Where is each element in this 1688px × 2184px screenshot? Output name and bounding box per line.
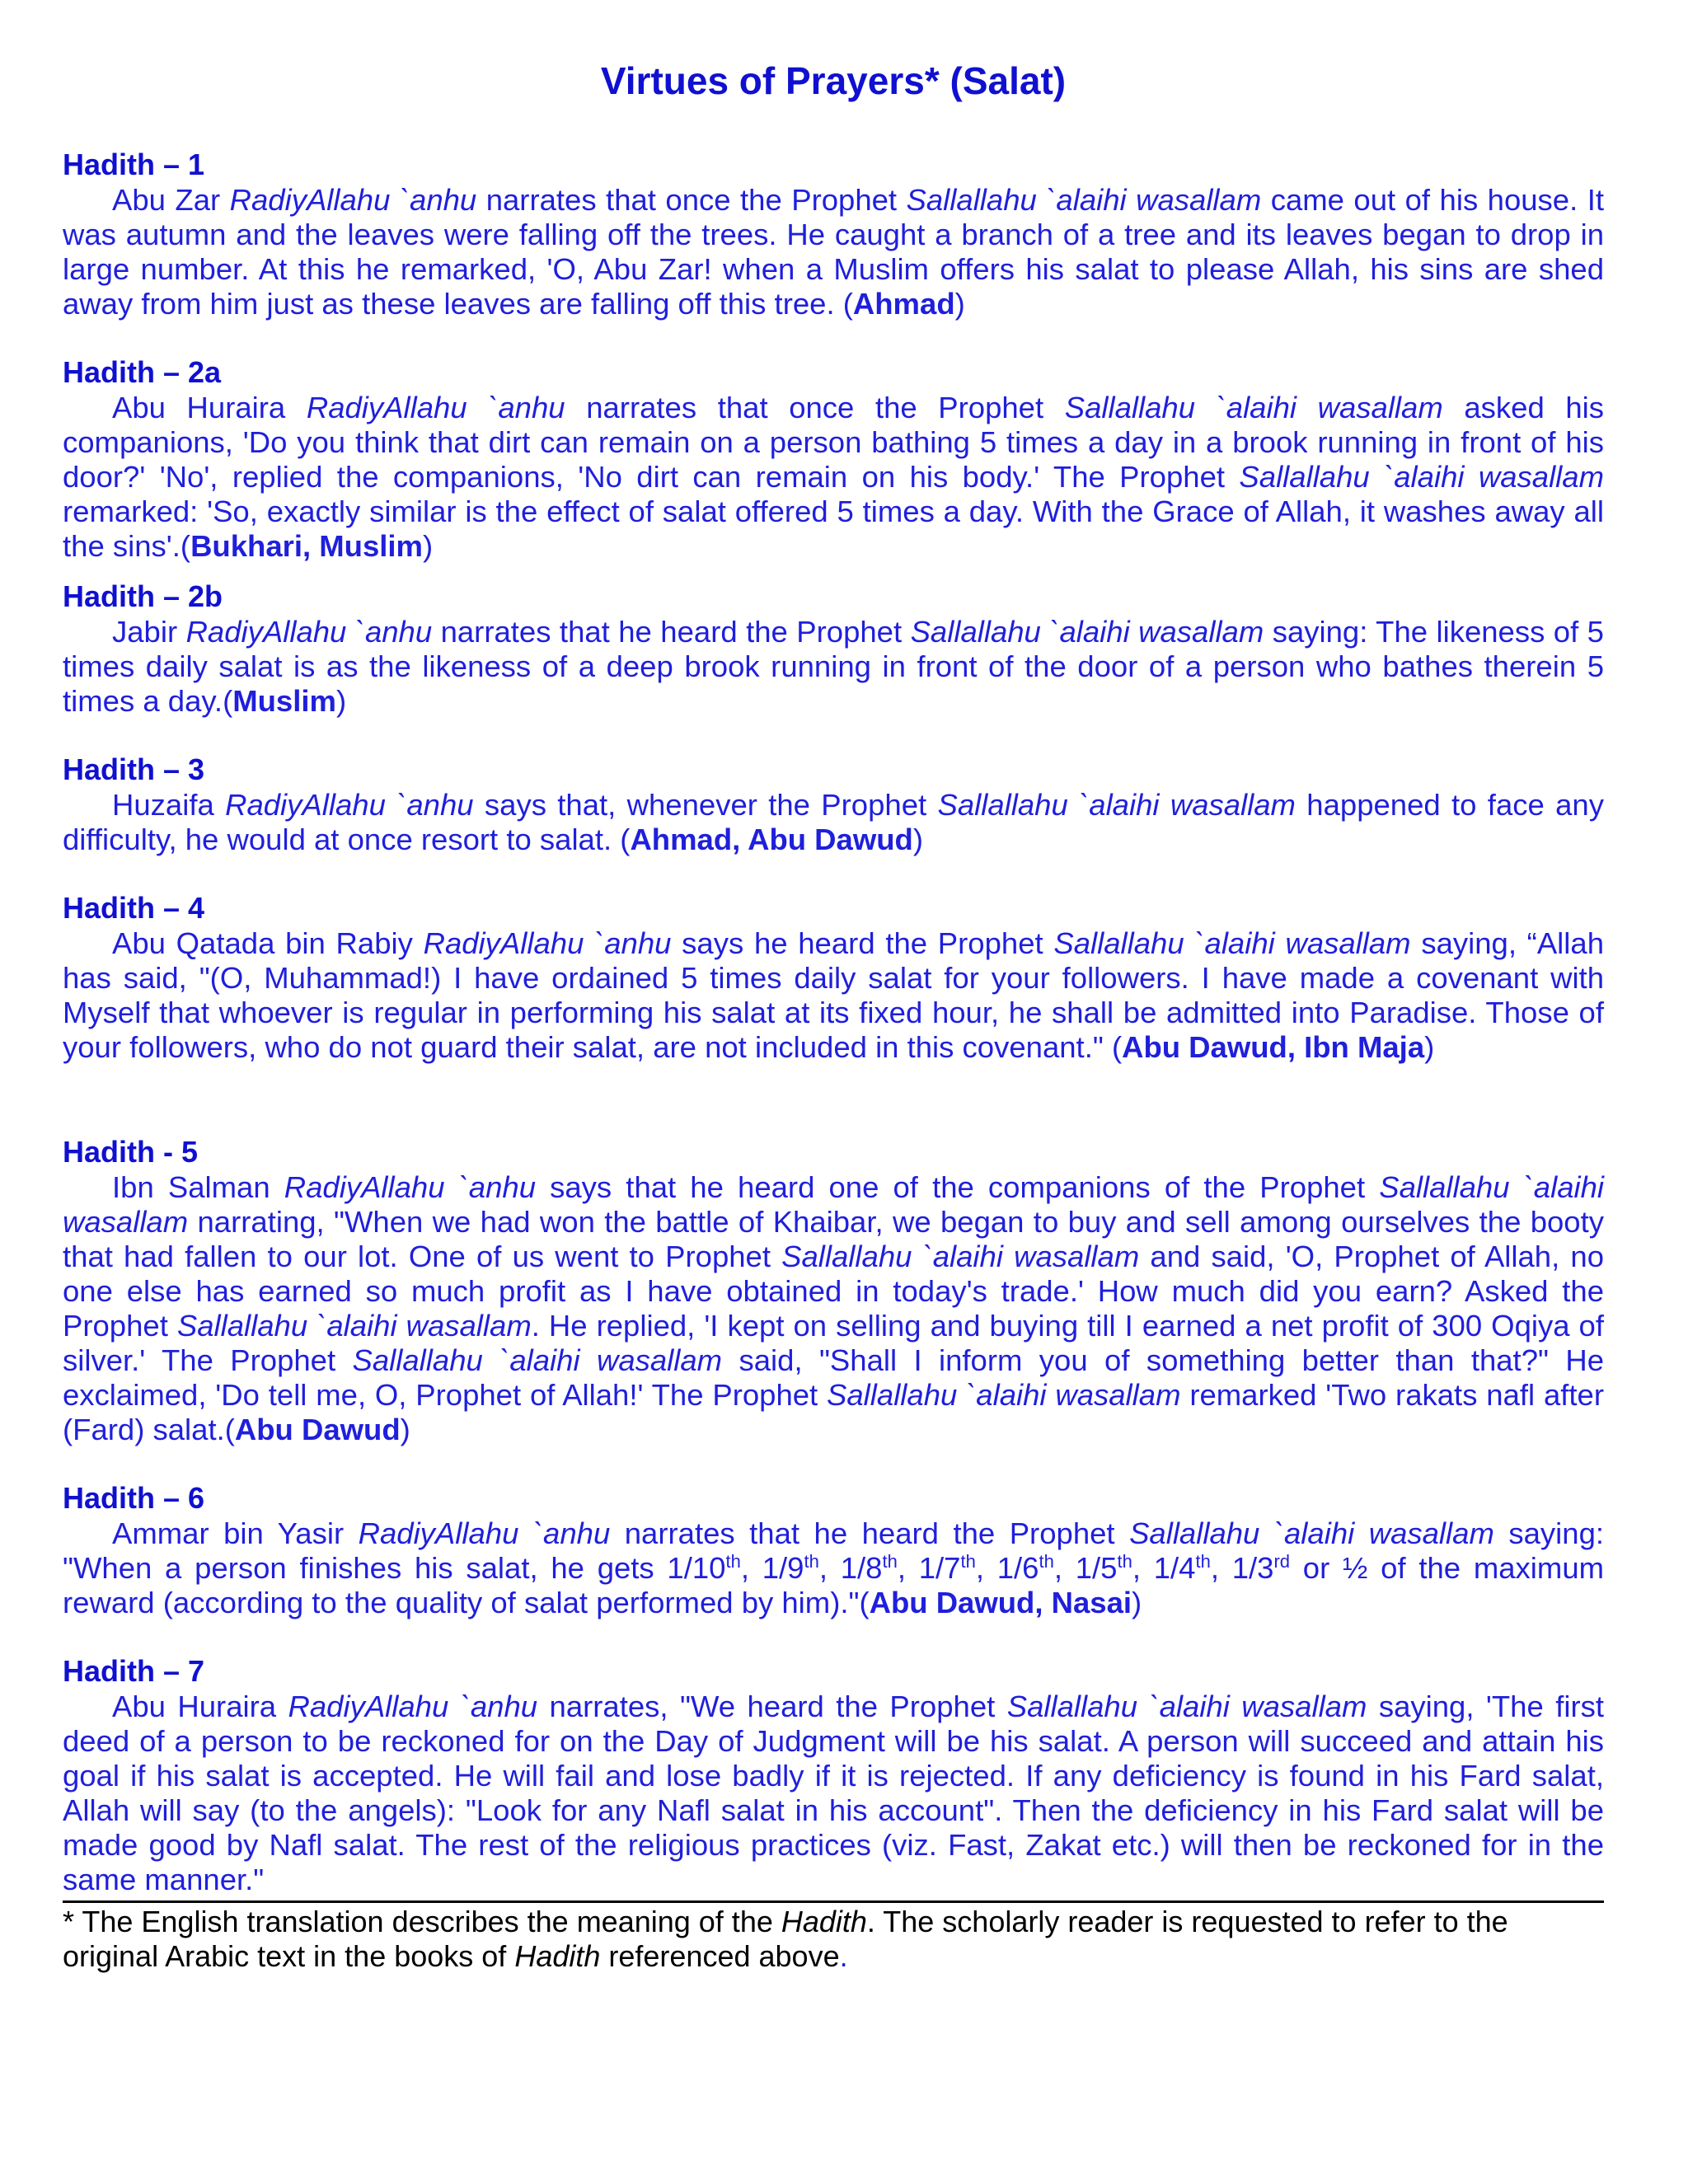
- text-run: Abu Huraira: [112, 1690, 288, 1723]
- italic-run: RadiyAllahu `anhu: [306, 391, 565, 424]
- italic-run: Sallallahu `alaihi wasallam: [910, 615, 1264, 649]
- hadith-heading: Hadith – 2a: [63, 355, 222, 389]
- hadith-section: [63, 147, 1604, 321]
- italic-run: Sallallahu `alaihi wasallam: [1239, 460, 1604, 494]
- text-run: ): [422, 529, 434, 563]
- text-run: , 1/5: [1053, 1551, 1118, 1585]
- ordinal-suffix: th: [725, 1550, 741, 1572]
- footnote: [63, 1905, 1604, 1974]
- page-title: Virtues of Prayers* (Salat): [600, 59, 1067, 102]
- ordinal-suffix: th: [1117, 1550, 1132, 1572]
- hadith-text: [63, 1516, 1604, 1620]
- italic-run: Sallallahu `alaihi wasallam: [63, 1170, 1605, 1239]
- hadith-heading: Hadith - 5: [63, 1135, 199, 1169]
- ordinal-suffix: th: [1195, 1550, 1211, 1572]
- text-run: saying: "When a person finishes his salat, he gets 1/10: [63, 1516, 1605, 1585]
- text-run: asked his companions, 'Do you think that dirt can remain on a person bathing 5 times a day in a brook running in front of his door?' 'No', replied the companions, 'No dirt can remain on his body.' The Prophet: [63, 391, 1605, 494]
- section-spacer: [63, 1620, 1604, 1653]
- italic-run: Sallallahu `alaihi wasallam: [352, 1343, 723, 1377]
- text-run: narrates that once the Prophet: [565, 391, 1065, 424]
- hadith-section: [63, 1480, 1604, 1620]
- text-run: referenced above: [600, 1939, 840, 1973]
- text-run: narrates that he heard the Prophet: [432, 615, 911, 649]
- text-run: says that, whenever the Prophet: [473, 788, 938, 822]
- source-reference: Ahmad: [852, 287, 955, 321]
- hadith-text: [63, 615, 1604, 719]
- italic-run: Sallallahu `alaihi wasallam: [906, 183, 1262, 217]
- text-run: . He replied, 'I kept on selling and buying till I earned a net profit of 300 Oqiya of silver.' The Prophet: [63, 1309, 1604, 1377]
- italic-run: Sallallahu `alaihi wasallam: [1129, 1516, 1494, 1550]
- italic-run: Sallallahu `alaihi wasallam: [176, 1309, 532, 1343]
- italic-run: Sallallahu `alaihi wasallam: [781, 1240, 1140, 1273]
- hadith-text: [63, 926, 1604, 1065]
- source-reference: Abu Dawud, Nasai: [869, 1586, 1132, 1619]
- text-run: , 1/6: [975, 1551, 1039, 1585]
- italic-run: Sallallahu `alaihi wasallam: [827, 1378, 1181, 1412]
- text-run: happened to face any difficulty, he would at once resort to salat. (: [63, 788, 1604, 856]
- italic-run: Sallallahu `alaihi wasallam: [1064, 391, 1443, 424]
- text-run: .: [839, 1939, 848, 1973]
- hadith-heading: Hadith – 7: [63, 1654, 205, 1688]
- hadith-list: [63, 147, 1604, 1897]
- text-run: ): [912, 823, 923, 856]
- italic-run: RadiyAllahu `anhu: [288, 1690, 538, 1723]
- hadith-section: [63, 890, 1604, 1065]
- source-reference: Ahmad, Abu Dawud: [630, 823, 913, 856]
- italic-run: RadiyAllahu `anhu: [225, 788, 474, 822]
- hadith-section: [63, 752, 1604, 857]
- italic-run: RadiyAllahu `anhu: [185, 615, 433, 649]
- text-run: , 1/7: [897, 1551, 961, 1585]
- text-run: , 1/9: [740, 1551, 804, 1585]
- italic-run: Sallallahu `alaihi wasallam: [1053, 926, 1411, 960]
- hadith-text: [63, 391, 1604, 564]
- text-run: narrates that he heard the Prophet: [610, 1516, 1130, 1550]
- text-run: saying: The likeness of 5 times daily salat is as the likeness of a deep brook running in front of the door of a person who bathes therein 5 times a day.(: [63, 615, 1604, 718]
- source-reference: Abu Dawud: [234, 1413, 401, 1446]
- text-run: narrates, "We heard the Prophet: [537, 1690, 1007, 1723]
- italic-run: RadiyAllahu `anhu: [423, 926, 672, 960]
- hadith-section: [63, 1653, 1604, 1897]
- section-spacer: [63, 564, 1604, 579]
- text-run: and said, 'O, Prophet of Allah, no one else has earned so much profit as I have obtained in today's trade.' How much did you earn? Asked the Prophet: [63, 1240, 1604, 1343]
- hadith-heading: Hadith – 2b: [63, 579, 223, 613]
- text-run: . The scholarly reader is requested to refer to the original Arabic text in the books of: [63, 1905, 1508, 1973]
- text-run: saying, 'The first deed of a person to be reckoned for on the Day of Judgment will be his salat. A person will succeed and attain his goal if his salat is accepted. He will fail and lose badly if it is rejected. If any deficiency is found in his Fard salat, Allah will say (to the angels): "Look for any Nafl salat in his account". Then the deficiency in his Fard salat will be made good by Nafl salat. The rest of the religious practices (viz. Fast, Zakat etc.) will then be reckoned for in the same manner.": [63, 1690, 1605, 1896]
- source-reference: Bukhari, Muslim: [190, 529, 423, 563]
- italic-run: Hadith: [514, 1939, 601, 1973]
- italic-run: Sallallahu `alaihi wasallam: [937, 788, 1296, 822]
- text-run: ): [954, 287, 965, 321]
- section-spacer: [63, 719, 1604, 752]
- text-run: or ½ of the maximum reward (according to the quality of salat performed by him)."(: [63, 1551, 1605, 1619]
- text-run: * The English translation describes the meaning of the: [63, 1905, 781, 1938]
- ordinal-suffix: rd: [1273, 1550, 1291, 1572]
- hadith-heading: Hadith – 1: [63, 148, 205, 181]
- section-spacer: [63, 321, 1604, 354]
- ordinal-suffix: th: [960, 1550, 976, 1572]
- italic-run: RadiyAllahu `anhu: [284, 1170, 537, 1204]
- hadith-text: [63, 1170, 1604, 1447]
- hadith-section: [63, 579, 1604, 719]
- text-run: came out of his house. It was autumn and the leaves were falling off the trees. He caught a branch of a tree and its leaves began to drop in large number. At this he remarked, 'O, Abu Zar! when a Muslim offers his salat to please Allah, his sins are shed away from him just as these leaves are falling off this tree. (: [63, 183, 1604, 321]
- text-run: says that he heard one of the companions of the Prophet: [536, 1170, 1380, 1204]
- text-run: remarked 'Two rakats nafl after (Fard) salat.(: [63, 1378, 1604, 1446]
- hadith-heading: Hadith – 3: [63, 752, 205, 786]
- text-run: Ammar bin Yasir: [112, 1516, 359, 1550]
- hadith-section: [63, 354, 1604, 564]
- text-run: saying, “Allah has said, "(O, Muhammad!) I have ordained 5 times daily salat for your followers. I have made a covenant with Myself that whoever is regular in performing his salat at its fixed hour, he shall be admitted into Paradise. Those of your followers, who do not guard their salat, are not included in this covenant." (: [63, 926, 1604, 1064]
- text-run: , 1/4: [1132, 1551, 1196, 1585]
- italic-run: RadiyAllahu `anhu: [358, 1516, 611, 1550]
- section-spacer: [63, 1447, 1604, 1480]
- text-run: , 1/3: [1210, 1551, 1274, 1585]
- text-run: narrating, "When we had won the battle of Khaibar, we began to buy and sell among ourselves the booty that had fallen to our lot. One of us went to Prophet: [63, 1205, 1604, 1273]
- text-run: , 1/8: [818, 1551, 883, 1585]
- hadith-heading: Hadith – 6: [63, 1481, 205, 1515]
- section-spacer: [63, 1065, 1604, 1134]
- italic-run: Sallallahu `alaihi wasallam: [1006, 1690, 1367, 1723]
- text-run: ): [400, 1413, 410, 1446]
- hadith-text: [63, 788, 1604, 857]
- hadith-section: [63, 1134, 1604, 1447]
- italic-run: RadiyAllahu `anhu: [229, 183, 477, 217]
- document-page: [63, 58, 1604, 1974]
- text-run: remarked: 'So, exactly similar is the effect of salat offered 5 times a day. With the Grace of Allah, it washes away all the sins'.(: [63, 494, 1604, 563]
- text-run: Abu Huraira: [112, 391, 307, 424]
- section-spacer: [63, 857, 1604, 890]
- hadith-heading: Hadith – 4: [63, 891, 205, 925]
- text-run: Abu Qatada bin Rabiy: [112, 926, 424, 960]
- ordinal-suffix: th: [882, 1550, 898, 1572]
- text-run: ): [1132, 1586, 1142, 1619]
- source-reference: Muslim: [232, 684, 336, 718]
- source-reference: Abu Dawud, Ibn Maja: [1122, 1030, 1425, 1064]
- text-run: said, "Shall I inform you of something better than that?" He exclaimed, 'Do tell me, O, Prophet of Allah!' The Prophet: [63, 1343, 1605, 1412]
- text-run: says he heard the Prophet: [671, 926, 1054, 960]
- hadith-text: [63, 1690, 1604, 1897]
- ordinal-suffix: th: [1039, 1550, 1054, 1572]
- text-run: ): [335, 684, 347, 718]
- italic-run: Hadith: [781, 1905, 867, 1938]
- text-run: Jabir: [112, 615, 186, 649]
- text-run: Ibn Salman: [112, 1170, 284, 1204]
- ordinal-suffix: th: [804, 1550, 819, 1572]
- text-run: ): [1424, 1030, 1435, 1064]
- text-run: Huzaifa: [112, 788, 226, 822]
- text-run: narrates that once the Prophet: [476, 183, 907, 217]
- footnote-divider: [63, 1900, 1604, 1903]
- hadith-text: [63, 183, 1604, 321]
- text-run: Abu Zar: [112, 183, 230, 217]
